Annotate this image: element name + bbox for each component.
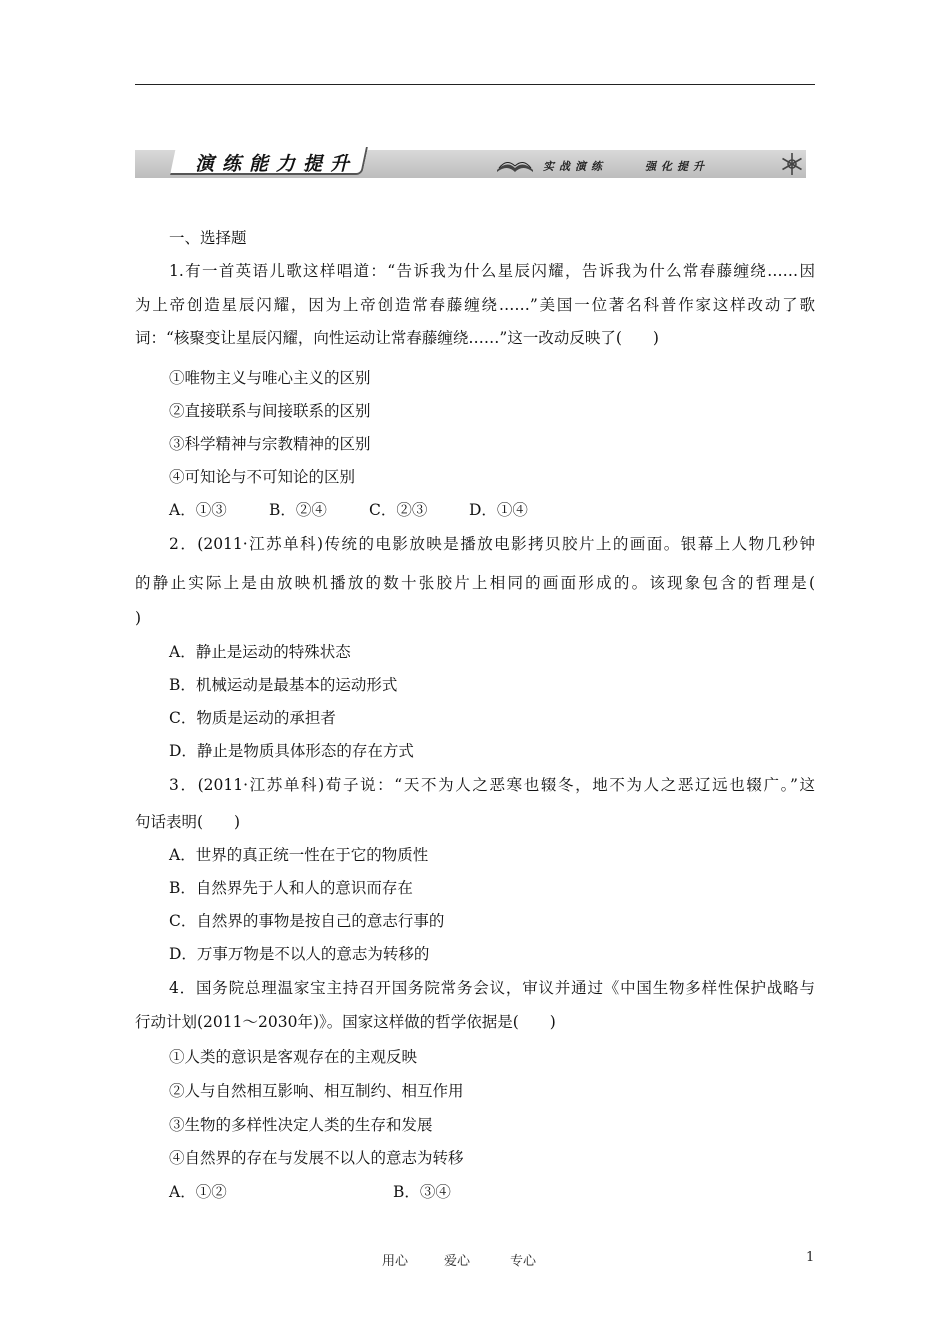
- q2-choice-b: B．机械运动是最基本的运动形式: [169, 676, 398, 694]
- q1-choice-b: B．②④: [269, 501, 327, 519]
- q1-option-1: ①唯物主义与唯心主义的区别: [169, 369, 371, 387]
- header-rule: [135, 84, 815, 85]
- q1-choice-a: A．①③: [169, 501, 227, 519]
- footer-motto-3: 专心: [510, 1254, 537, 1269]
- banner-subtitle-a: 实战演练: [543, 160, 607, 173]
- q1-line-1: 1.有一首英语儿歌这样唱道：“告诉我为什么星辰闪耀，告诉我为什么常春藤缠绕……因: [169, 262, 815, 280]
- q2-line-3: ): [135, 609, 142, 627]
- banner-subtitle-b: 强化提升: [645, 160, 709, 173]
- q3-line-2: 句话表明( ): [135, 813, 241, 831]
- section-banner: [135, 150, 806, 178]
- q4-option-3: ③生物的多样性决定人类的生存和发展: [169, 1116, 433, 1134]
- q4-line-2: 行动计划(2011～2030年)》。国家这样做的哲学依据是( ): [135, 1013, 556, 1031]
- q3-line-1: 3．(2011·江苏单科)荀子说：“天不为人之恶寒也辍冬，地不为人之恶辽远也辍广。”这: [169, 776, 815, 794]
- q3-choice-a: A．世界的真正统一性在于它的物质性: [169, 846, 429, 864]
- q4-option-4: ④自然界的存在与发展不以人的意志为转移: [169, 1149, 464, 1167]
- q2-choice-a: A．静止是运动的特殊状态: [169, 643, 351, 661]
- q2-line-1: 2．(2011·江苏单科)传统的电影放映是播放电影拷贝胶片上的画面。银幕上人物几秒钟: [169, 535, 815, 553]
- q1-choice-d: D．①④: [469, 501, 528, 519]
- q3-choice-d: D．万事万物是不以人的意志为转移的: [169, 945, 430, 963]
- snowflake-icon: [780, 152, 804, 176]
- q4-option-2: ②人与自然相互影响、相互制约、相互作用: [169, 1082, 464, 1100]
- q2-choice-c: C．物质是运动的承担者: [169, 709, 336, 727]
- footer-motto-2: 爱心: [444, 1254, 471, 1269]
- q1-line-3: 词：“核聚变让星辰闪耀，向性运动让常春藤缠绕……”这一改动反映了( ): [135, 329, 659, 347]
- q4-line-1: 4．国务院总理温家宝主持召开国务院常务会议，审议并通过《中国生物多样性保护战略与: [169, 979, 815, 997]
- q3-choice-b: B．自然界先于人和人的意识而存在: [169, 879, 413, 897]
- q1-option-4: ④可知论与不可知论的区别: [169, 468, 356, 486]
- q4-choice-b: B．③④: [393, 1183, 451, 1201]
- section-title: 一、选择题: [169, 229, 247, 247]
- q1-line-2: 为上帝创造星辰闪耀，因为上帝创造常春藤缠绕……”美国一位著名科普作家这样改动了歌: [135, 296, 815, 314]
- q2-line-2: 的静止实际上是由放映机播放的数十张胶片上相同的画面形成的。该现象包含的哲理是(: [135, 574, 815, 592]
- q1-choice-c: C．②③: [369, 501, 428, 519]
- q3-choice-c: C．自然界的事物是按自己的意志行事的: [169, 912, 445, 930]
- q4-option-1: ①人类的意识是客观存在的主观反映: [169, 1048, 418, 1066]
- book-icon: [495, 154, 535, 174]
- q2-choice-d: D．静止是物质具体形态的存在方式: [169, 742, 414, 760]
- page-number: 1: [806, 1250, 815, 1265]
- banner-title: 演练能力提升: [195, 153, 358, 175]
- q4-choice-a: A．①②: [169, 1183, 227, 1201]
- q1-option-3: ③科学精神与宗教精神的区别: [169, 435, 371, 453]
- q1-option-2: ②直接联系与间接联系的区别: [169, 402, 371, 420]
- footer-motto-1: 用心: [382, 1254, 409, 1269]
